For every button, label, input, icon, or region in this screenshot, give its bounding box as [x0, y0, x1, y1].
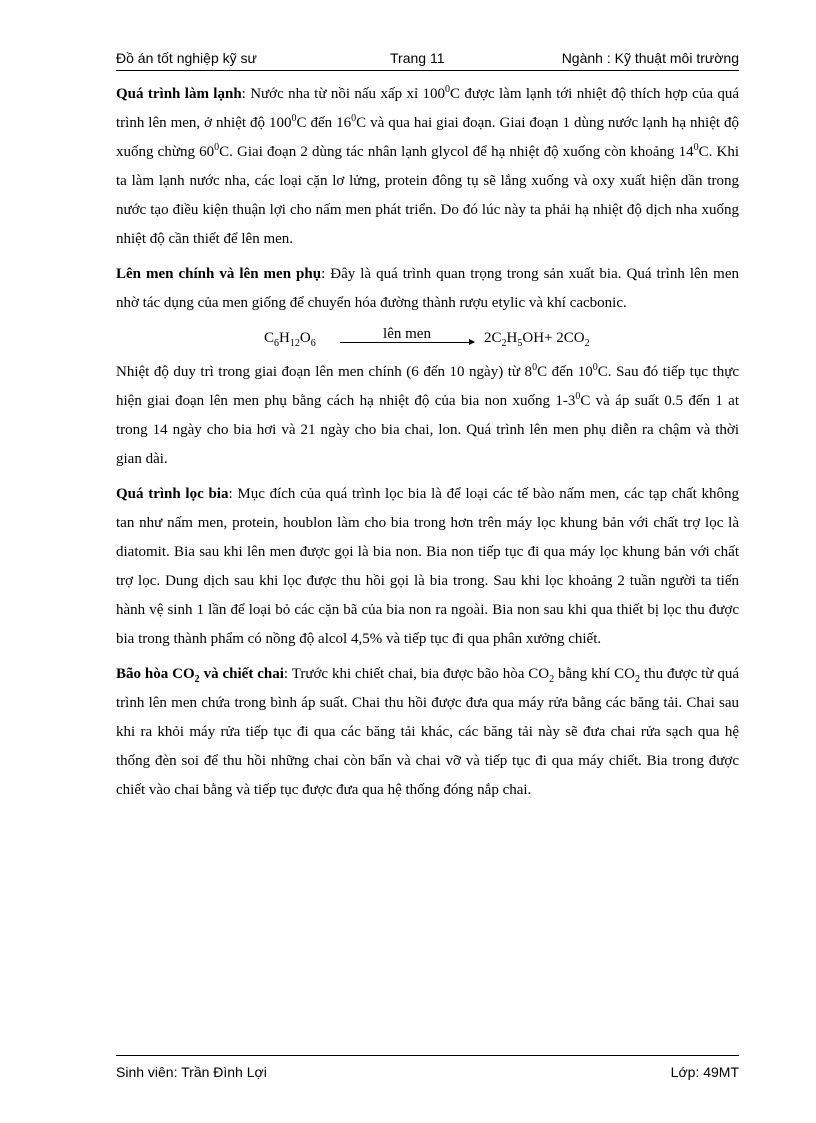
degree-sup: 0 [592, 362, 598, 373]
arrow-label: lên men [383, 326, 431, 342]
term-fermentation: Lên men chính và lên men phụ [116, 266, 322, 282]
reaction-arrow [340, 320, 474, 343]
header-document-title: Đồ án tốt nghiệp kỹ sư [116, 50, 257, 66]
cooling-text-3: C đến 16 [296, 115, 352, 131]
degree-sup: 0 [291, 113, 297, 124]
footer-student: Sinh viên: Trần Đình Lợi [116, 1064, 267, 1080]
equation-reactant: $C_6H_{12}O_6$ [264, 330, 316, 349]
paragraph-temperature [116, 358, 739, 474]
bottling-text-3: thu được từ quá trình lên men chứa trong bình áp suất. Chai thu hồi được đưa qua máy rửa bằng các băng tải. Chai sau khi ra khỏi máy rửa tiếp tục đi qua các băng tải khác, các băng tải này sẽ đưa chai rửa sạch qua hệ thống đèn soi để thu hồi những chai còn bẩn và chai vỡ và tiếp tục đi qua máy chiết. Bia trong được chiết vào chai bằng và tiếp tục được đưa qua hệ thống đóng nắp chai. [116, 666, 740, 798]
bottling-text-1: : Trước khi chiết chai, bia được bão hòa CO [283, 666, 550, 682]
header-page-number: Trang 11 [390, 50, 445, 66]
page-footer [116, 1055, 739, 1082]
degree-sup: 0 [351, 113, 357, 124]
header-field: Ngành : Kỹ thuật môi trường [561, 50, 739, 66]
temperature-text-3: C. Sau đó tiếp tục thực hiện giai đoạn lên men phụ bằng cách hạ nhiệt độ của bia non xuống 1-3 [116, 364, 739, 409]
degree-sup: 0 [532, 362, 538, 373]
page-body [116, 80, 739, 811]
degree-sup: 0 [214, 142, 220, 153]
chemical-equation [116, 324, 739, 352]
cooling-text-4: C và qua hai giai đoạn. Giai đoạn 1 dùng nước lạnh hạ nhiệt độ xuống chừng 60 [116, 115, 740, 160]
page-header [116, 48, 739, 71]
filtration-text: : Mục đích của quá trình lọc bia là để loại các tế bào nấm men, các tạp chất không tan như nấm men, protein, houblon làm cho bia trong hơn trên máy lọc khung bản với chất trợ lọc là diatomit. Bia sau khi lên men được gọi là bia non. Bia non tiếp tục đi qua máy lọc khung bản với chất trợ lọc. Dung dịch sau khi lọc được thu hồi gọi là bia trong. Sau khi lọc khoảng 2 tuần người ta tiến hành vệ sinh 1 lần để loại bỏ các cặn bã của bia non ra ngoài. Bia non sau khi qua thiết bị lọc thu được bia trong thành phẩm có nồng độ alcol 4,5% và tiếp tục đi qua phân xưởng chiết. [116, 486, 739, 647]
paragraph-fermentation [116, 260, 739, 318]
term-bottling: Bão hòa $CO_2$ và chiết chai [116, 666, 284, 685]
paragraph-cooling [116, 80, 739, 254]
term-cooling: Quá trình làm lạnh [116, 86, 242, 102]
cooling-text-1: : Nước nha từ nồi nấu xấp xỉ 100 [241, 86, 446, 102]
fermentation-text: : Đây là quá trình quan trọng trong sản xuất bia. Quá trình lên men nhờ tác dụng của men giống để chuyển hóa đường thành rượu etylic và khí cacbonic. [116, 266, 740, 311]
arrow-icon [340, 342, 474, 343]
temperature-text-1: Nhiệt độ duy trì trong giai đoạn lên men chính (6 đến 10 ngày) từ 8 [116, 364, 533, 380]
cooling-text-5: C. Giai đoạn 2 dùng tác nhân lạnh glycol để hạ nhiệt độ xuống còn khoảng 14 [219, 144, 694, 160]
paragraph-filtration [116, 480, 739, 654]
subscript: 2 [635, 674, 641, 685]
cooling-text-6: C. Khi ta làm lạnh nước nha, các loại cặn lơ lửng, protein đông tụ sẽ lắng xuống và oxy xuất hiện dần trong nước tạo điều kiện thuận lợi cho nấm men phát triển. Do đó lúc này ta phải hạ nhiệt độ dịch nha xuống nhiệt độ cần thiết để lên men. [116, 144, 739, 247]
degree-sup: 0 [445, 84, 451, 95]
cooling-text-2: C được làm lạnh tới nhiệt độ thích hợp của quá trình lên men, ở nhiệt độ 100 [116, 86, 740, 131]
term-filtration: Quá trình lọc bia [116, 486, 229, 502]
bottling-text-2: bằng khí CO [554, 666, 636, 682]
equation-product: $2C_2H_5OH+ 2CO_2$ [484, 330, 590, 349]
paragraph-bottling [116, 660, 739, 805]
footer-class: Lớp: 49MT [670, 1064, 739, 1080]
degree-sup: 0 [575, 391, 581, 402]
temperature-text-4: C và áp suất 0.5 đến 1 at trong 14 ngày cho bia hơi và 21 ngày cho bia chai, lon. Quá trình lên men phụ diễn ra chậm và thời gian dài. [116, 393, 740, 467]
temperature-text-2: C đến 10 [537, 364, 593, 380]
degree-sup: 0 [693, 142, 699, 153]
subscript: 2 [549, 674, 555, 685]
